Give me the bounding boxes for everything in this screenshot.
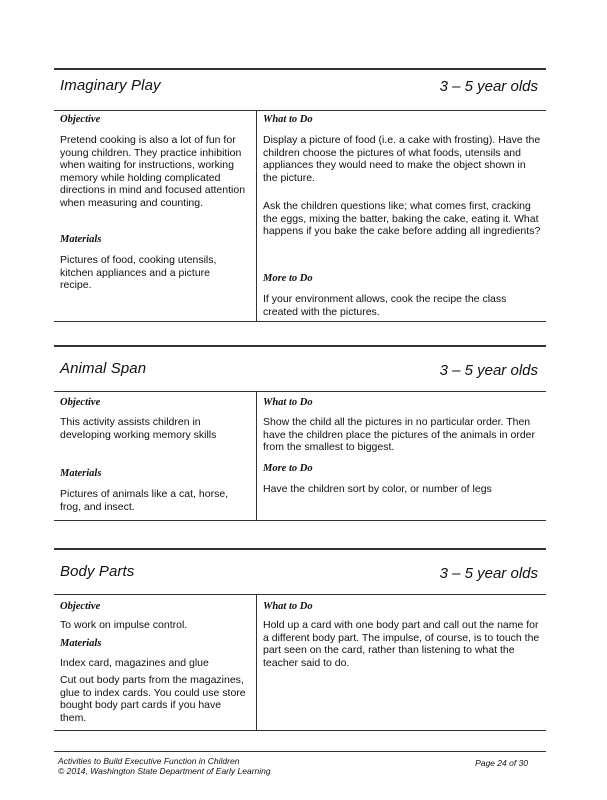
- objective-column: [60, 601, 250, 729]
- materials-heading: Materials: [60, 638, 102, 649]
- activity-animal-span: [54, 345, 546, 520]
- activity-title: Body Parts: [60, 563, 135, 580]
- section-header-rule: [54, 391, 546, 392]
- what-to-do-text: Hold up a card with one body part and call out the name for a different body part. The impulse, of course, is to touch the part seen on the card, rather than listening to what the teacher said to do.: [263, 619, 540, 669]
- what-to-do-heading: What to Do: [263, 114, 313, 125]
- page-number: Page 24 of 30: [475, 758, 528, 768]
- materials-heading: Materials: [60, 234, 102, 245]
- what-to-do-text: Display a picture of food (i.e. a cake with frosting). Have the children choose the pictures of what foods, utensils and appliances they would need to make the object shown in the picture.: [263, 134, 541, 184]
- objective-column: [60, 114, 250, 319]
- objective-heading: Objective: [60, 397, 101, 408]
- section-header-rule: [54, 594, 546, 595]
- more-to-do-text: If your environment allows, cook the recipe the class created with the pictures.: [263, 293, 507, 318]
- age-range: 3 – 5 year olds: [439, 78, 538, 95]
- what-to-do-column: [263, 601, 541, 729]
- more-to-do-heading: More to Do: [263, 463, 313, 474]
- footer-document-title: Activities to Build Executive Function in Children: [58, 756, 240, 766]
- footer-rule: [54, 751, 546, 752]
- more-to-do-text: Have the children sort by color, or number of legs: [263, 483, 492, 495]
- section-top-rule: [54, 68, 546, 70]
- section-top-rule: [54, 548, 546, 550]
- age-range: 3 – 5 year olds: [439, 362, 538, 379]
- materials-text-2: Cut out body parts from the magazines, glue to index cards. You could use store bought body part cards if you have them.: [60, 674, 246, 724]
- column-divider: [256, 594, 257, 730]
- objective-heading: Objective: [60, 601, 101, 612]
- objective-text: Pretend cooking is also a lot of fun for young children. They practice inhibition when waiting for instructions, working memory while holding complicated directions in mind and focused attention when measuring and counting.: [60, 134, 246, 209]
- section-top-rule: [54, 345, 546, 347]
- materials-text: Pictures of animals like a cat, horse, frog, and insect.: [60, 488, 229, 513]
- activity-imaginary-play: [54, 68, 546, 321]
- objective-text: This activity assists children in developing working memory skills: [60, 416, 217, 441]
- objective-text: To work on impulse control.: [60, 619, 188, 631]
- age-range: 3 – 5 year olds: [439, 565, 538, 582]
- section-header-rule: [54, 110, 546, 111]
- footer-source: [58, 756, 271, 776]
- materials-text: Index card, magazines and glue: [60, 657, 209, 669]
- what-to-do-heading: What to Do: [263, 601, 313, 612]
- what-to-do-text-2: Ask the children questions like; what comes first, cracking the eggs, mixing the batter, baking the cake, eating it. What happens if you bake the cake before adding all ingredients?: [263, 200, 541, 237]
- section-bottom-rule: [54, 520, 546, 521]
- what-to-do-text: Show the child all the pictures in no particular order. Then have the children place the pictures of the animals in order from the smallest to biggest.: [263, 416, 535, 453]
- section-bottom-rule: [54, 730, 546, 731]
- what-to-do-column: [263, 114, 541, 319]
- column-divider: [256, 391, 257, 520]
- activity-body-parts: [54, 548, 546, 730]
- more-to-do-heading: More to Do: [263, 273, 313, 284]
- section-bottom-rule: [54, 321, 546, 322]
- activity-title: Imaginary Play: [60, 77, 161, 94]
- what-to-do-column: [263, 397, 541, 517]
- what-to-do-heading: What to Do: [263, 397, 313, 408]
- activity-title: Animal Span: [60, 360, 147, 377]
- materials-text: Pictures of food, cooking utensils, kitchen appliances and a picture recipe.: [60, 254, 217, 291]
- materials-heading: Materials: [60, 468, 102, 479]
- column-divider: [256, 110, 257, 321]
- objective-column: [60, 397, 250, 517]
- objective-heading: Objective: [60, 114, 101, 125]
- footer-copyright: © 2014, Washington State Department of Early Learning: [58, 766, 271, 776]
